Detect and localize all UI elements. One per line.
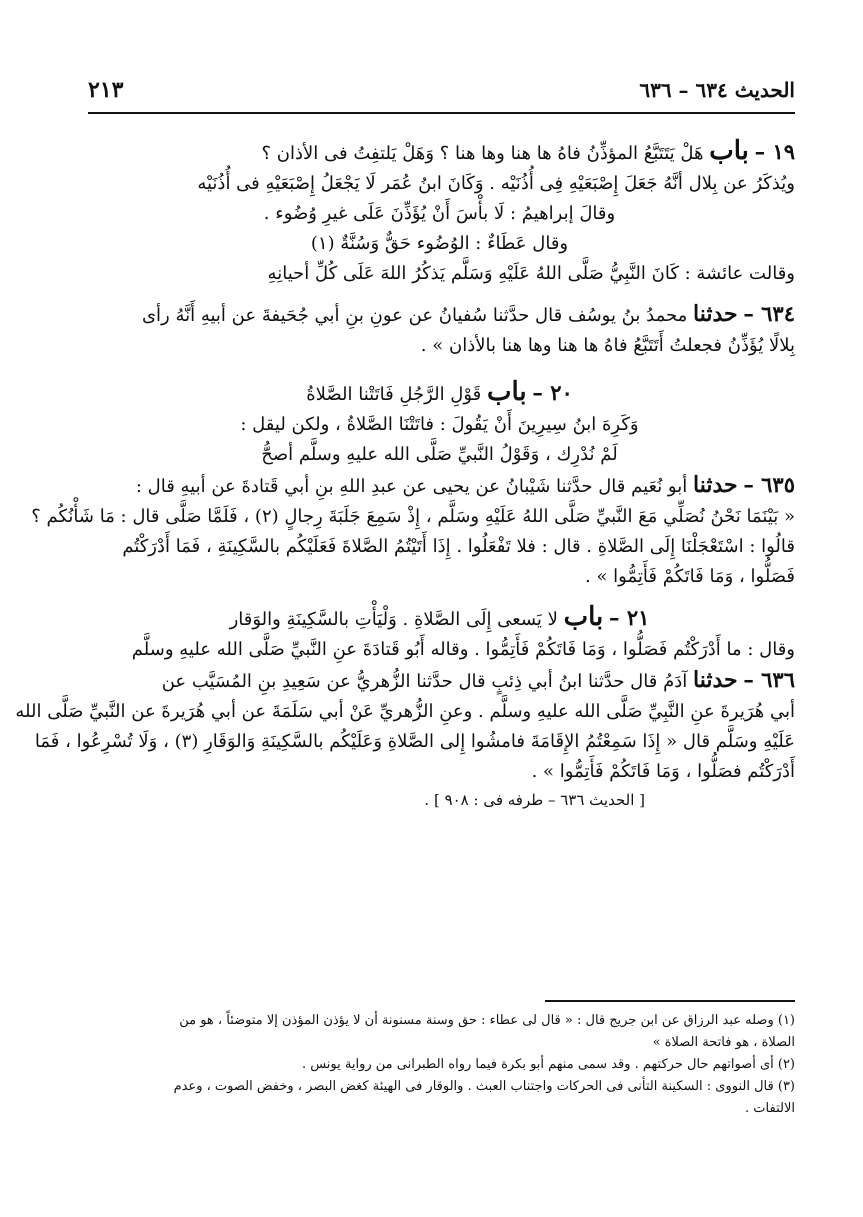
chapter-title: هَلْ يَتَتَبَّعُ المؤذِّنُ فاهُ ها هنا وها هنا ؟ وَهَلْ يَلتفِتُ فى الأذان ؟ (261, 143, 704, 164)
chapter-title: قَوْلِ الرَّجُلِ فَاتَتْنا الصَّلاةُ (306, 384, 482, 405)
chapter-label: باب (563, 602, 604, 632)
hadith-text: آدَمُ قال حدَّثنا ابنُ أبي ذِئبٍ قال حدَّثنا الزُّهريُّ عن سَعِيدِ بنِ المُسَيَّب عن (161, 671, 688, 692)
cross-reference: [ الحديث ٦٣٦ – طرفه فى : ٩٠٨ ] . (424, 791, 645, 809)
text-line: وقال عَطَاءٌ : الوُضُوء حَقٌّ وَسُنَّةٌ (١) (310, 233, 569, 254)
text-line: وَكَرِهَ ابنُ سِيرِينَ أَنْ يَقُولَ : فاتَتْنَا الصَّلاةُ ، ولكن ليقل : (240, 414, 639, 435)
footnote-line: الصلاة ، هو فاتحة الصلاة » (652, 1035, 795, 1050)
hadith-number: ٦٣٤ – (743, 301, 795, 326)
chapter-title: لا يَسعى إِلَى الصَّلاةِ . وَلْيَأْتِ بالسَّكِينَةِ والوَقار (229, 609, 558, 630)
hadith-label: حدثنا (692, 472, 738, 498)
hadith-number: ٦٣٥ – (743, 472, 795, 497)
text-line: ويُذكَرُ عن بِلال أنَّهُ جَعَلَ إِصْبَعَيْهِ فِى أُذُنَيْه . وَكَانَ ابنُ عُمَر لَا يَجْعَلُ إِصْبَعَيْهِ فى أُذُنَيْه (197, 173, 795, 194)
chapter-number: ١٩ – (754, 139, 795, 164)
chapter-label: باب (487, 377, 527, 407)
chapter-heading (84, 602, 795, 635)
hadith-first-line (84, 470, 795, 502)
text-line: وقالت عائشة : كَانَ النَّبِيُّ صَلَّى اللهُ عَلَيْهِ وَسَلَّم يَذكُرُ اللهَ عَلَى كُلِّ أحيانِهِ (267, 263, 795, 284)
page-header (88, 70, 795, 110)
text-line: وقال : ما أَدْرَكْتُم فَصَلُّوا ، وَمَا فَاتَكُمْ فَأَتِمُّوا . وقاله أَبُو قَتادَةَ عنِ النَّبيِّ صَلَّى الله عليهِ وسلَّم (131, 639, 795, 660)
text-line: عَلَيْهِ وسَلَّم قال « إِذَا سَمِعْتُمُ الإِقَامَةَ فامشُوا إِلى الصَّلاةِ وَعَلَيْكُم بالسَّكِينَةِ وَالوَقَارِ (٣) ، وَلَا تُسْرِعُوا ، فَمَا (34, 731, 795, 752)
text-line: فَصَلُّوا ، وَمَا فَاتَكُمْ فَأَتِمُّوا » . (585, 566, 795, 587)
chapter-number: ٢٠ – (532, 380, 573, 405)
hadith-number: ٦٣٦ – (743, 667, 795, 692)
text-line: أبي هُرَيرةَ عنِ النَّبِيِّ صَلَّى الله عليهِ وسلَّم . وعنِ الزُّهريِّ عَنْ أبي سَلَمَةَ عن أبي هُرَيرةَ عن النَّبيِّ صَلَّى الله (15, 701, 795, 722)
footnote-rule (545, 1000, 795, 1002)
hadith-first-line (84, 299, 795, 331)
text-line: وقالَ إبراهيمُ : لَا بأْسَ أَنْ يُؤَذِّنَ عَلَى غيرِ وُضُوء . (263, 203, 616, 224)
text-line: لَمْ نُدْرِك ، وَقَوْلُ النَّبيِّ صَلَّى الله عليهِ وسلَّم أصحُّ (261, 444, 618, 465)
spacer (84, 592, 795, 602)
hadith-text: أبو نُعَيم قال حدَّثنا شَيْبانُ عن يحيى عن عبدِ اللهِ بنِ أبي قَتادةَ عن أبيهِ قال : (135, 476, 688, 497)
page-number: ٢١٣ (88, 77, 124, 103)
text-line: أَدْرَكْتُم فصَلُّوا ، وَمَا فَاتَكُمْ فَأَتِمُّوا » . (531, 761, 795, 782)
spacer (84, 361, 795, 377)
chapter-number: ٢١ – (609, 605, 650, 630)
text-line: « بَيْنَمَا نَحْنُ نُصَلِّي مَعَ النَّبيِّ صَلَّى اللهُ عَلَيْهِ وسَلَّم ، إِذْ سَمِعَ جَلَبَةَ رِجالٍ (٢) ، فَلَمَّا صَلَّى قال : مَا شَأْنُكُم ؟ (31, 506, 795, 527)
text-line: بِلالًا يُؤَذِّنُ فجعلتُ أَتَتَبَّعُ فاهُ ها هنا وها هنا بالأذان » . (420, 335, 795, 356)
running-title: الحديث ٦٣٤ – ٦٣٦ (639, 78, 795, 102)
footnote-line: (٢) أى أصواتهم حال حركتهم . وقد سمى منهم أبو بكرة فيما رواه الطبرانى من رواية يونس . (301, 1057, 795, 1072)
hadith-first-line (84, 665, 795, 697)
chapter-label: باب (709, 136, 749, 166)
spacer (84, 289, 795, 299)
footnotes (76, 1010, 795, 1120)
hadith-text: محمدُ بنُ يوسُف قال حدَّثنا سُفيانُ عن عونِ بنِ أبي جُحَيفةَ عن أبيهِ أَنَّهُ رأى (141, 305, 688, 326)
footnote-line: (٣) قال النووى : السكينة التأنى فى الحركات واجتناب العبث . والوقار فى الهيئة كغض البصر ، وخفض الصوت ، وعدم (173, 1079, 795, 1094)
hadith-label: حدثنا (692, 667, 738, 693)
chapter-heading (84, 136, 795, 169)
hadith-label: حدثنا (692, 301, 738, 327)
footnote-line: (١) وصله عبد الرزاق عن ابن جريج قال : « قال لى عطاء : حق وسنة مسنونة أن لا يؤذن المؤذن إلا متوضئاً ، هو من (179, 1013, 795, 1028)
chapter-heading (84, 377, 795, 410)
header-rule (88, 112, 795, 114)
text-line: قالُوا : اسْتَعْجَلْنَا إِلَى الصَّلاةِ . قال : فلا تَفْعَلُوا . إِذَا أَتَيْتُمُ الصَّلاةَ فَعَلَيْكُم بالسَّكِينَةِ ، فَمَا أَدْرَكْتُم (122, 536, 795, 557)
footnote-line: الالتفات . (745, 1101, 795, 1116)
main-text (15, 136, 795, 813)
